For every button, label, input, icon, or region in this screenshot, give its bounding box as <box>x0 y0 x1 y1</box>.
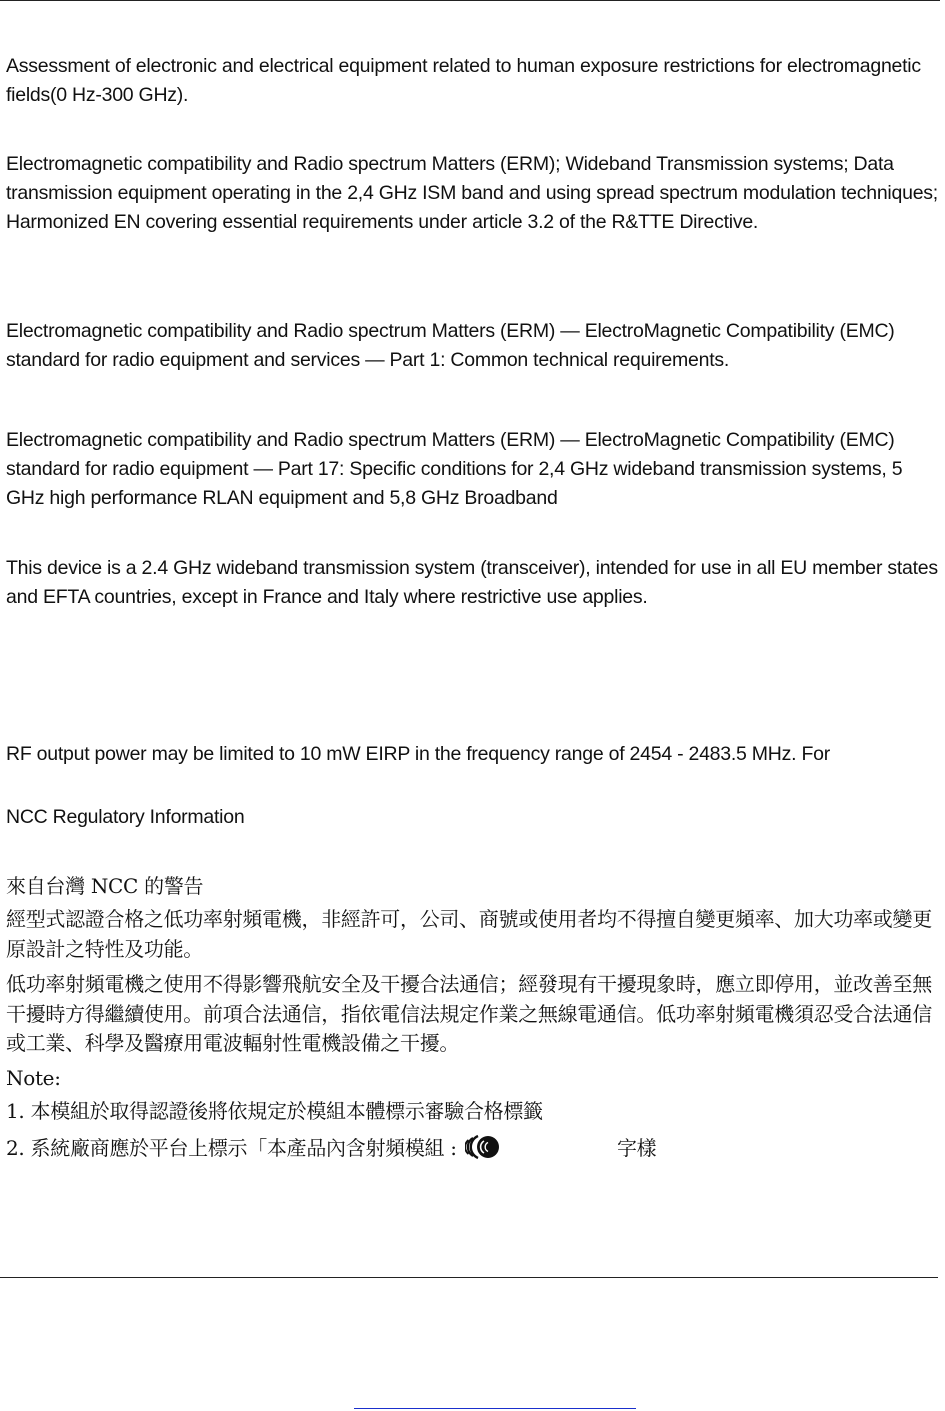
ncc-clause-1: 經型式認證合格之低功率射頻電機，非經許可，公司、商號或使用者均不得擅自變更頻率、加大功率或變更原設計之特性及功能。 <box>6 907 932 961</box>
paragraph-wideband-transmission: Electromagnetic compatibility and Radio spectrum Matters (ERM); Wideband Transmission systems; Data transmission equipment operating in the 2,4 GHz ISM band and using spread spectrum modulation techniques; Harmonized EN covering essential requirements under article 3.2 of the R&TTE Directive. <box>6 153 938 233</box>
paragraph-eu-usage: This device is a 2.4 GHz wideband transmission system (transceiver), intended for use in all EU member states and EFTA countries, except in France and Italy where restrictive use applies. <box>6 557 938 608</box>
footer-link-underline[interactable] <box>354 1408 636 1409</box>
ncc-clause-2: 低功率射頻電機之使用不得影響飛航安全及干擾合法通信；經發現有干擾現象時，應立即停用，並改善至無干擾時方得繼續使用。前項合法通信，指依電信法規定作業之無線電通信。低功率射頻電機須忍受合法通信或工業、科學及醫療用電波輻射性電機設備之干擾。 <box>6 972 932 1055</box>
paragraph-emc-part17: Electromagnetic compatibility and Radio spectrum Matters (ERM) — ElectroMagnetic Compatibility (EMC) standard for radio equipment — Part 17: Specific conditions for 2,4 GHz wideband transmission systems, 5 GHz high performance RLAN equipment and 5,8 GHz Broadband <box>6 429 903 509</box>
ncc-warning-title: 來自台灣 NCC 的警告 <box>6 874 204 898</box>
top-rule <box>0 0 940 1</box>
ncc-heading: NCC Regulatory Information <box>6 806 245 828</box>
paragraph-rf-output-power: RF output power may be limited to 10 mW EIRP in the frequency range of 2454 - 2483.5 MHz. For <box>6 743 830 765</box>
ncc-note-1: 1. 本模組於取得認證後將依規定於模組本體標示審驗合格標籤 <box>6 1099 543 1123</box>
ncc-note-2 <box>6 1133 942 1164</box>
ncc-note-label: Note: <box>6 1066 61 1090</box>
ncc-certification-logo-icon <box>465 1133 499 1161</box>
ncc-note-2-suffix: 字樣 <box>616 1136 657 1160</box>
ncc-note-2-prefix: 2. 系統廠商應於平台上標示「本產品內含射頻模組 : <box>6 1136 457 1160</box>
bottom-rule <box>0 1277 938 1278</box>
paragraph-human-exposure: Assessment of electronic and electrical equipment related to human exposure restrictions for electromagnetic fields(0 Hz-300 GHz). <box>6 55 921 106</box>
paragraph-emc-part1: Electromagnetic compatibility and Radio spectrum Matters (ERM) — ElectroMagnetic Compatibility (EMC) standard for radio equipment and services — Part 1: Common technical requirements. <box>6 320 895 371</box>
